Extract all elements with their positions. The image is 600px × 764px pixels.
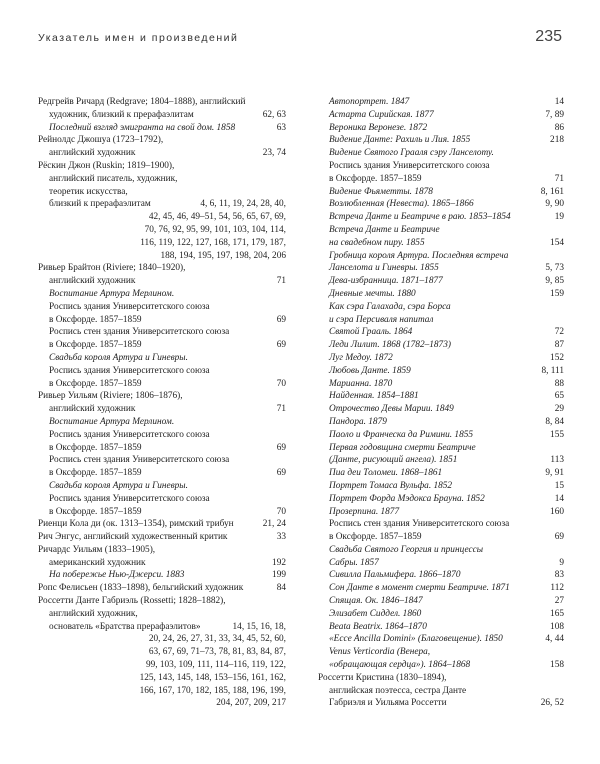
entry-text: в Оксфорде. 1857–1859: [49, 468, 142, 479]
entry-text: Роспись здания Университетского союза: [49, 365, 210, 376]
index-entry-line: [38, 378, 286, 391]
index-entry-line: [38, 314, 286, 327]
entry-pages: 71: [276, 276, 286, 287]
index-entry-line: [38, 493, 286, 506]
entry-pages: 204, 207, 209, 217: [216, 698, 286, 709]
index-entry-line: [38, 621, 286, 634]
index-entry-line: [318, 147, 564, 160]
index-entry-line: [318, 288, 564, 301]
entry-text: Элизабет Сиддел. 1860: [329, 608, 422, 619]
entry-text: Свадьба короля Артура и Гиневры.: [49, 352, 188, 363]
entry-pages: 5, 73: [545, 263, 564, 274]
entry-text: Леди Лилит. 1868 (1782–1873): [329, 340, 451, 351]
index-column-right: [318, 96, 564, 710]
entry-text: Роспись здания Университетского союза: [49, 493, 210, 504]
entry-text: Габриэля и Уильяма Россетти: [329, 698, 447, 709]
entry-text: Ривьер Уильям (Riviere; 1806–1876),: [38, 391, 183, 402]
entry-pages: 70: [276, 378, 286, 389]
entry-text: Паоло и Франческа да Римини. 1855: [329, 429, 474, 440]
entry-pages: 69: [554, 532, 564, 543]
entry-text: Сон Данте в момент смерти Беатриче. 1871: [329, 583, 510, 594]
entry-text: «Ecce Ancilla Domini» (Благовещение). 1850: [329, 634, 503, 645]
entry-text: в Оксфорде. 1857–1859: [49, 340, 142, 351]
index-entry-line: [318, 633, 564, 646]
entry-text: Портрет Форда Мэдокса Брауна. 1852: [329, 493, 485, 504]
entry-pages: 83: [554, 570, 564, 581]
index-entry-line: [38, 224, 286, 237]
index-entry-line: [38, 646, 286, 659]
entry-text: теоретик искусства,: [49, 186, 128, 197]
index-entry-line: [318, 186, 564, 199]
entry-text: Видение Святого Грааля сэру Ланселоту.: [329, 148, 494, 159]
index-entry-line: [38, 557, 286, 570]
entry-text: Воспитание Артура Мерлином.: [49, 288, 175, 299]
index-entry-line: [318, 250, 564, 263]
index-entry-line: [38, 160, 286, 173]
index-entry-line: [38, 697, 286, 710]
index-entry-line: [38, 467, 286, 480]
index-entry-line: [38, 250, 286, 263]
index-entry-line: [38, 186, 286, 199]
entry-pages: 26, 52: [540, 698, 564, 709]
entry-pages: 9, 91: [545, 468, 564, 479]
index-entry-line: [318, 608, 564, 621]
index-entry-line: [318, 506, 564, 519]
entry-pages: 63: [276, 122, 286, 133]
index-entry-line: [38, 480, 286, 493]
entry-text: Вероника Веронезе. 1872: [329, 122, 428, 133]
index-entry-line: [318, 403, 564, 416]
index-entry-line: [38, 109, 286, 122]
entry-pages: 112: [550, 583, 564, 594]
entry-pages: 116, 119, 122, 127, 168, 171, 179, 187,: [140, 237, 286, 248]
entry-text: Beata Beatrix. 1864–1870: [329, 621, 427, 632]
index-entry-line: [38, 326, 286, 339]
entry-pages: 72: [554, 327, 564, 338]
entry-pages: 155: [550, 429, 564, 440]
entry-pages: 63, 67, 69, 71–73, 78, 81, 83, 84, 87,: [148, 647, 286, 658]
index-entry-line: [38, 198, 286, 211]
entry-text: Марианна. 1870: [329, 378, 393, 389]
entry-text: Встреча Данте и Беатриче: [329, 224, 440, 235]
entry-pages: 21, 24: [262, 519, 286, 530]
index-entry-line: [318, 390, 564, 403]
entry-pages: 199: [272, 570, 286, 581]
index-entry-line: [318, 275, 564, 288]
entry-text: в Оксфорде. 1857–1859: [329, 173, 422, 184]
entry-pages: 69: [276, 314, 286, 325]
index-entry-line: [318, 96, 564, 109]
index-entry-line: [38, 134, 286, 147]
entry-text: Ланселота и Гиневры. 1855: [329, 263, 439, 274]
index-entry-line: [318, 173, 564, 186]
index-entry-line: [318, 262, 564, 275]
index-entry-line: [38, 403, 286, 416]
entry-text: в Оксфорде. 1857–1859: [49, 314, 142, 325]
index-entry-line: [318, 442, 564, 455]
entry-text: Россетти Кристина (1830–1894),: [318, 672, 447, 683]
entry-text: Роспись здания Университетского союза: [329, 160, 490, 171]
index-entry-line: [318, 569, 564, 582]
index-entry-line: [38, 582, 286, 595]
entry-text: Рич Энгус, английский художественный критик: [38, 532, 228, 543]
entry-text: основатель «Братства прерафаэлитов»: [49, 621, 201, 632]
entry-pages: 84: [276, 583, 286, 594]
index-entry-line: [38, 454, 286, 467]
entry-pages: 14: [554, 97, 564, 107]
entry-text: Спящая. Ок. 1846–1847: [329, 596, 423, 607]
running-header: [38, 28, 562, 52]
entry-text: в Оксфорде. 1857–1859: [49, 506, 142, 517]
entry-text: Ропс Фелисьен (1833–1898), бельгийский художник: [38, 583, 244, 594]
entry-pages: 42, 45, 46, 49–51, 54, 56, 65, 67, 69,: [148, 212, 286, 223]
index-entry-line: [38, 595, 286, 608]
entry-text: Портрет Томаса Вульфа. 1852: [329, 480, 453, 491]
entry-text: Воспитание Артура Мерлином.: [49, 416, 175, 427]
index-entry-line: [318, 493, 564, 506]
entry-pages: 27: [554, 596, 564, 607]
entry-pages: 113: [550, 455, 564, 466]
entry-text: Ривьер Брайтон (Riviere; 1840–1920),: [38, 263, 186, 274]
index-entry-line: [38, 211, 286, 224]
entry-text: Сивилла Пальмифера. 1866–1870: [329, 570, 461, 581]
entry-text: Сабры. 1857: [329, 557, 379, 568]
entry-text: Последний взгляд эмигранта на свой дом. 1858: [49, 122, 236, 133]
index-entry-line: [318, 467, 564, 480]
entry-text: английский писатель, художник,: [49, 173, 178, 184]
index-entry-line: [38, 365, 286, 378]
index-entry-line: [38, 659, 286, 672]
entry-text: Видение Данте: Рахиль и Лия. 1855: [329, 135, 471, 146]
entry-text: Пандора. 1879: [329, 416, 387, 427]
entry-text: Святой Грааль. 1864: [329, 327, 413, 338]
entry-text: и сэра Персиваля напитал: [329, 314, 434, 325]
entry-pages: 159: [550, 288, 564, 299]
index-entry-line: [38, 339, 286, 352]
entry-text: английский художник: [49, 276, 136, 287]
entry-pages: 15: [554, 480, 564, 491]
entry-text: Встреча Данте и Беатриче в раю. 1853–1854: [329, 212, 511, 223]
index-entry-line: [318, 237, 564, 250]
entry-pages: 160: [550, 506, 564, 517]
index-entry-line: [318, 685, 564, 698]
entry-pages: 23, 74: [262, 148, 286, 159]
entry-text: Роспись здания Университетского союза: [49, 429, 210, 440]
entry-pages: 125, 143, 145, 148, 153–156, 161, 162,: [139, 672, 286, 683]
entry-pages: 165: [550, 608, 564, 619]
index-entry-line: [318, 416, 564, 429]
entry-pages: 62, 63: [262, 109, 286, 120]
entry-text: На побережье Нью-Джерси. 1883: [49, 570, 185, 581]
index-entry-line: [38, 288, 286, 301]
entry-text: английский художник,: [49, 608, 138, 619]
index-entry-line: [318, 134, 564, 147]
page-number: 235: [535, 28, 562, 45]
entry-text: Редгрейв Ричард (Redgrave; 1804–1888), английский: [38, 97, 246, 107]
entry-text: Найденная. 1854–1881: [329, 391, 419, 402]
index-entry-line: [318, 582, 564, 595]
entry-text: Дева-избранница. 1871–1877: [329, 276, 443, 287]
index-entry-line: [318, 160, 564, 173]
entry-text: на свадебном пиру. 1855: [329, 237, 425, 248]
entry-text: Как сэра Галахада, сэра Борса: [329, 301, 451, 312]
index-entry-line: [318, 211, 564, 224]
entry-pages: 9, 85: [545, 276, 564, 287]
entry-text: Роспись стен здания Университетского союза: [49, 455, 230, 466]
index-entry-line: [38, 442, 286, 455]
index-entry-line: [38, 173, 286, 186]
index-entry-line: [318, 352, 564, 365]
entry-text: Рёскин Джон (Ruskin; 1819–1900),: [38, 160, 175, 171]
index-entry-line: [318, 326, 564, 339]
entry-text: Первая годовщина смерти Беатриче: [329, 442, 476, 453]
entry-text: в Оксфорде. 1857–1859: [49, 378, 142, 389]
index-entry-line: [318, 378, 564, 391]
entry-pages: 71: [554, 173, 564, 184]
entry-pages: 7, 89: [545, 109, 564, 120]
entry-text: Свадьба Святого Георгия и принцессы: [329, 544, 483, 555]
index-entry-line: [38, 122, 286, 135]
entry-pages: 88: [554, 378, 564, 389]
entry-pages: 86: [554, 122, 564, 133]
index-entry-line: [318, 672, 564, 685]
entry-pages: 188, 194, 195, 197, 198, 204, 206: [160, 250, 286, 261]
index-entry-line: [38, 685, 286, 698]
index-entry-line: [318, 365, 564, 378]
entry-text: Ричардс Уильям (1833–1905),: [38, 544, 156, 555]
header-title: Указатель имен и произведений: [38, 32, 239, 44]
entry-pages: 9, 90: [545, 199, 564, 210]
entry-pages: 70, 76, 92, 95, 99, 101, 103, 104, 114,: [144, 224, 286, 235]
entry-text: художник, близкий к прерафаэлитам: [49, 109, 194, 120]
entry-pages: 29: [554, 404, 564, 415]
entry-pages: 4, 6, 11, 19, 24, 28, 40,: [200, 199, 286, 210]
index-entry-line: [38, 518, 286, 531]
entry-text: Отрочество Девы Марии. 1849: [329, 404, 454, 415]
entry-text: (Данте, рисующий ангела). 1851: [329, 455, 458, 466]
entry-text: Пиа деи Толомеи. 1868–1861: [329, 468, 443, 479]
entry-text: Любовь Данте. 1859: [329, 365, 411, 376]
entry-pages: 192: [272, 557, 286, 568]
entry-text: Россетти Данте Габриэль (Rossetti; 1828–1882),: [38, 596, 226, 607]
entry-text: английская поэтесса, сестра Данте: [329, 685, 467, 696]
entry-pages: 166, 167, 170, 182, 185, 188, 196, 199,: [139, 685, 286, 696]
index-entry-line: [38, 301, 286, 314]
index-entry-line: [38, 147, 286, 160]
index-entry-line: [38, 96, 286, 109]
entry-text: в Оксфорде. 1857–1859: [49, 442, 142, 453]
index-entry-line: [318, 595, 564, 608]
entry-pages: 4, 44: [545, 634, 564, 645]
entry-pages: 33: [276, 532, 286, 543]
entry-text: в Оксфорде. 1857–1859: [329, 532, 422, 543]
index-entry-line: [38, 633, 286, 646]
entry-pages: 9: [559, 557, 564, 568]
entry-text: Гробница короля Артура. Последняя встреча: [329, 250, 509, 261]
entry-text: английский художник: [49, 148, 136, 159]
entry-pages: 69: [276, 442, 286, 453]
entry-text: американский художник: [49, 557, 146, 568]
entry-text: Свадьба короля Артура и Гиневры.: [49, 480, 188, 491]
entry-text: Рейнолдс Джошуа (1723–1792),: [38, 135, 164, 146]
entry-text: Возлюбленная (Невеста). 1865–1866: [329, 199, 474, 210]
index-entry-line: [318, 621, 564, 634]
entry-pages: 71: [276, 404, 286, 415]
index-entry-line: [318, 646, 564, 659]
index-entry-line: [38, 352, 286, 365]
entry-pages: 19: [554, 212, 564, 223]
index-entry-line: [318, 109, 564, 122]
entry-pages: 69: [276, 340, 286, 351]
entry-text: Роспись здания Университетского союза: [49, 301, 210, 312]
entry-text: Прозерпина. 1877: [329, 506, 400, 517]
index-entry-line: [318, 224, 564, 237]
entry-text: Луг Медоу. 1872: [329, 352, 393, 363]
entry-pages: 152: [550, 352, 564, 363]
index-column-left: [38, 96, 286, 710]
entry-pages: 70: [276, 506, 286, 517]
entry-text: Роспись стен здания Университетского союза: [329, 519, 510, 530]
entry-pages: 87: [554, 340, 564, 351]
index-entry-line: [318, 314, 564, 327]
index-entry-line: [318, 454, 564, 467]
entry-pages: 99, 103, 109, 111, 114–116, 119, 122,: [145, 660, 286, 671]
entry-text: Видение Фьяметты. 1878: [329, 186, 433, 197]
entry-pages: 20, 24, 26, 27, 31, 33, 34, 45, 52, 60,: [148, 634, 286, 645]
index-entry-line: [38, 569, 286, 582]
index-entry-line: [318, 198, 564, 211]
entry-pages: 8, 111: [541, 365, 564, 376]
entry-pages: 8, 161: [540, 186, 564, 197]
index-entry-line: [318, 659, 564, 672]
index-entry-line: [318, 480, 564, 493]
index-entry-line: [38, 672, 286, 685]
entry-pages: 158: [550, 660, 564, 671]
entry-pages: 65: [554, 391, 564, 402]
index-entry-line: [38, 544, 286, 557]
index-entry-line: [38, 608, 286, 621]
index-entry-line: [318, 339, 564, 352]
entry-text: Роспись стен здания Университетского союза: [49, 327, 230, 338]
index-entry-line: [38, 275, 286, 288]
index-entry-line: [38, 429, 286, 442]
index-entry-line: [38, 416, 286, 429]
entry-pages: 154: [550, 237, 564, 248]
entry-text: близкий к прерафаэлитам: [49, 199, 151, 210]
entry-pages: 8, 84: [545, 416, 564, 427]
entry-text: Автопортрет. 1847: [329, 97, 410, 107]
index-entry-line: [38, 390, 286, 403]
index-entry-line: [318, 531, 564, 544]
index-entry-line: [318, 301, 564, 314]
entry-text: Риенци Кола ди (ок. 1313–1354), римский трибун: [38, 519, 234, 530]
index-entry-line: [318, 697, 564, 710]
entry-pages: 108: [550, 621, 564, 632]
entry-text: Астарта Сирийская. 1877: [329, 109, 434, 120]
index-entry-line: [38, 262, 286, 275]
entry-pages: 69: [276, 468, 286, 479]
entry-text: Дневные мечты. 1880: [329, 288, 416, 299]
index-entry-line: [318, 429, 564, 442]
entry-pages: 14: [554, 493, 564, 504]
entry-text: английский художник: [49, 404, 136, 415]
index-entry-line: [38, 506, 286, 519]
index-entry-line: [318, 557, 564, 570]
entry-pages: 218: [550, 135, 564, 146]
index-entry-line: [38, 531, 286, 544]
index-entry-line: [38, 237, 286, 250]
index-entry-line: [318, 518, 564, 531]
entry-text: «обращающая сердца»). 1864–1868: [329, 660, 471, 671]
index-entry-line: [318, 544, 564, 557]
entry-pages: 14, 15, 16, 18,: [232, 621, 286, 632]
index-entry-line: [318, 122, 564, 135]
entry-text: Venus Verticordia (Венера,: [329, 647, 431, 658]
